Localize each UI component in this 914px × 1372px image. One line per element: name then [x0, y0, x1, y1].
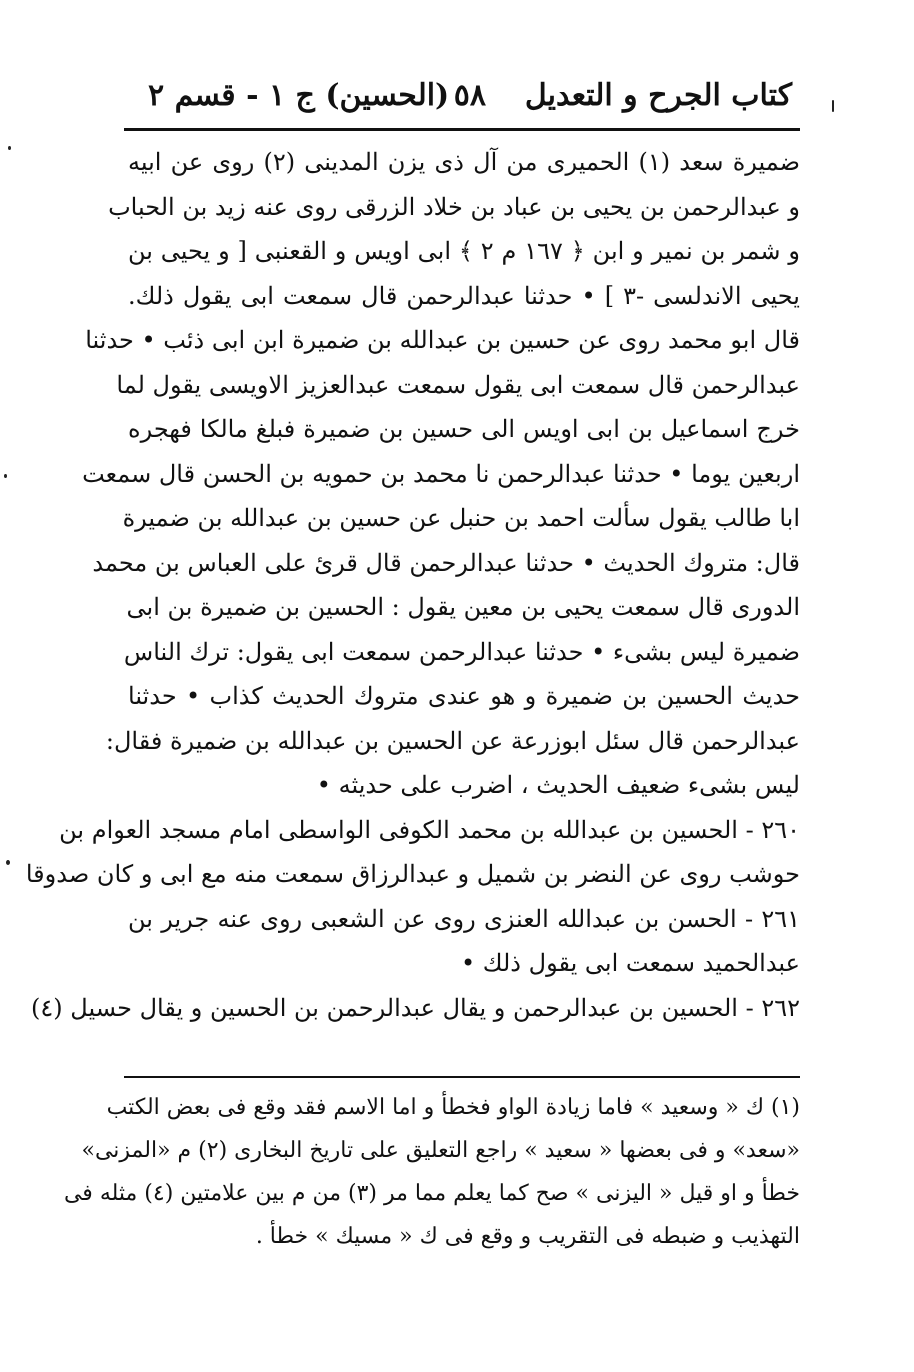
scan-speck: [4, 474, 7, 478]
running-header: [128, 70, 798, 126]
footnotes: [63, 1086, 800, 1258]
text-line: الدورى قال سمعت يحيى بن معين يقول : الحسين بن ضميرة بن ابى: [126, 593, 800, 621]
footnote-line: «سعد» و فى بعضها « سعيد » راجع التعليق على تاريخ البخارى (٢) م «المزنى»: [81, 1138, 800, 1163]
scan-speck: [8, 146, 11, 150]
text-line: قال ابو محمد روى عن حسين بن عبدالله بن ضميرة ابن ابى ذئب • حدثنا: [85, 326, 800, 354]
entry-line: ٢٦٠ - الحسين بن عبدالله بن محمد الكوفى الواسطى امام مسجد العوام بن: [59, 815, 800, 844]
scan-speck: [832, 100, 834, 112]
footnote-line: التهذيب و ضبطه فى التقريب و وقع فى ك « مسيك » خطأ .: [255, 1224, 800, 1249]
text-line: اربعين يوما • حدثنا عبدالرحمن نا محمد بن حمويه بن الحسن قال سمعت: [82, 459, 800, 488]
text-line: ليس بشىء ضعيف الحديث ، اضرب على حديثه •: [316, 771, 800, 799]
book-title: كتاب الجرح و التعديل: [524, 78, 792, 113]
entry-line: عبدالحميد سمعت ابى يقول ذلك •: [460, 949, 800, 977]
text-line: عبدالرحمن قال سمعت ابى يقول سمعت عبدالعزيز الاويسى يقول لما: [116, 370, 800, 399]
text-line: ضميرة سعد (١) الحميرى من آل ذى يزن المدينى (٢) روى عن ابيه: [128, 148, 801, 176]
footnote-rule: [124, 1076, 800, 1078]
entry-line: ٢٦٢ - الحسين بن عبدالرحمن و يقال عبدالرحمن بن الحسين و يقال حسيل (٤): [31, 993, 800, 1022]
text-line: قال: متروك الحديث • حدثنا عبدالرحمن قال قرئ على العباس بن محمد: [92, 548, 800, 577]
entry-line: حوشب روى عن النضر بن شميل و عبدالرزاق سمعت منه مع ابى و كان صدوقا: [25, 860, 800, 888]
entry-line: ٢٦١ - الحسن بن عبدالله العنزى روى عن الشعبى روى عنه جرير بن: [128, 904, 800, 933]
text-line: خرج اسماعيل بن ابى اويس الى حسين بن ضميرة فبلغ مالكا فهجره: [128, 415, 800, 443]
text-line: و شمر بن نمير و ابن ﴿ ١٦٧ م ٢ ﴾ ابى اويس و القعنبى [ و يحيى بن: [128, 237, 800, 265]
scan-speck: [6, 860, 10, 865]
footnote-line: خطأ و او قيل « اليزنى » صح كما يعلم مما مر (٣) من م بين علامتين (٤) مثله فى: [63, 1181, 800, 1206]
page-number: ٥٨: [453, 78, 486, 113]
main-text: [25, 140, 801, 1030]
volume-section: (الحسين) ج ١ - قسم ٢: [148, 78, 450, 113]
text-line: و عبدالرحمن بن يحيى بن عباد بن خلاد الزرقى روى عنه زيد بن الحباب: [108, 192, 800, 221]
text-line: ابا طالب يقول سألت احمد بن حنبل عن حسين بن عبدالله بن ضميرة: [122, 504, 800, 532]
text-line: يحيى الاندلسى -٣ ] • حدثنا عبدالرحمن قال سمعت ابى يقول ذلك.: [128, 281, 800, 310]
footnote-line: (١) ك « وسعيد » فاما زيادة الواو فخطأ و اما الاسم فقد وقع فى بعض الكتب: [106, 1095, 800, 1120]
text-line: عبدالرحمن قال سئل ابوزرعة عن الحسين بن عبدالله بن ضميرة فقال:: [105, 726, 800, 755]
text-line: حديث الحسين بن ضميرة و هو عندى متروك الحديث كذاب • حدثنا: [128, 682, 800, 710]
text-line: ضميرة ليس بشىء • حدثنا عبدالرحمن سمعت ابى يقول: ترك الناس: [123, 637, 800, 666]
header-rule: [124, 128, 800, 131]
